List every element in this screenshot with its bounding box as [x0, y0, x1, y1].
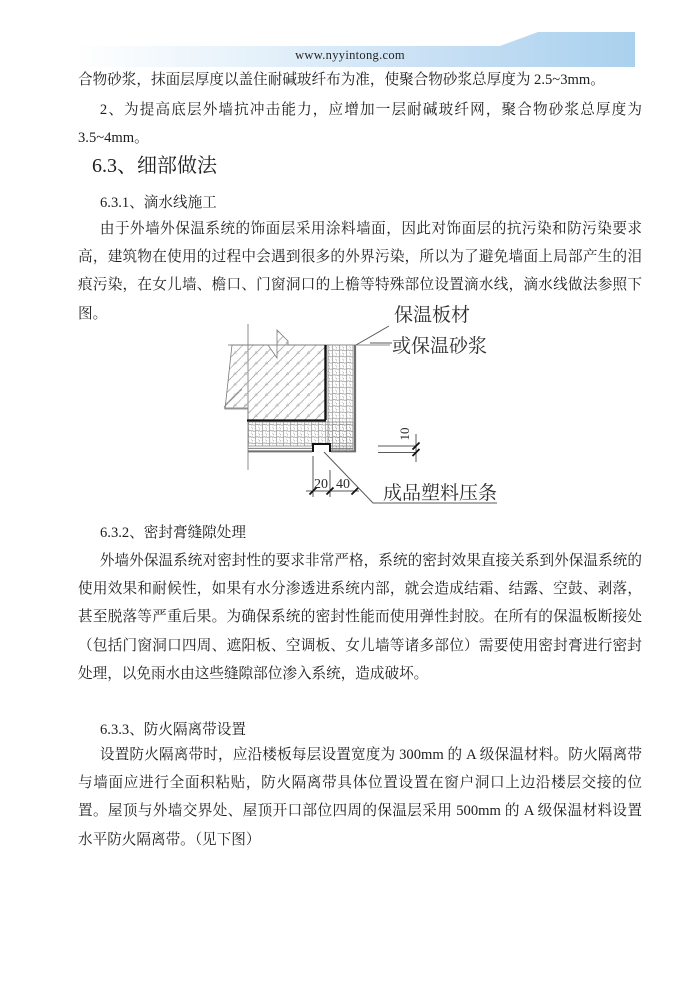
dimension-groove	[306, 456, 359, 497]
label-insulation-board: 保温板材	[394, 305, 471, 326]
dim-20-label: 20	[314, 477, 328, 492]
label-insulation-mortar: 或保温砂浆	[392, 336, 488, 357]
dim-40-label: 40	[336, 477, 350, 492]
dim-10-label: 10	[397, 427, 412, 441]
header-site-url: www.nyyintong.com	[295, 48, 405, 62]
heading-6-3-1: 6.3.1、滴水线施工	[100, 195, 217, 211]
label-plastic-bead: 成品塑料压条	[383, 483, 498, 504]
paragraph-fire-barrier: 设置防火隔离带时，应沿楼板每层设置宽度为 300mm 的 A 级保温材料。防火隔离带与墙面应进行全面积粘贴，防火隔离带具体位置设置在窗户洞口上边沿楼层交接的位置。屋顶与外墙交界处、屋顶开口部位四周的保温层采用 500mm 的 A 级保温材料设置水平防火隔离带。（见下图）	[78, 747, 642, 848]
paragraph-drip-line: 由于外墙外保温系统的饰面层采用涂料墙面，因此对饰面层的抗污染和防污染要求高，建筑物在使用的过程中会遇到很多的外界污染，所以为了避免墙面上局部产生的泪痕污染，在女儿墙、檐口、门窗洞口的上檐等特殊部位设置滴水线，滴水线做法参照下图。	[78, 221, 642, 322]
concrete-slab-section	[225, 330, 325, 420]
heading-6-3: 6.3、细部做法	[92, 155, 217, 177]
insulation-board-horizontal	[248, 422, 353, 446]
heading-6-3-2: 6.3.2、密封膏缝隙处理	[100, 525, 246, 541]
paragraph-mortar-thickness: 合物砂浆，抹面层厚度以盖住耐碱玻纤布为准，使聚合物砂浆总厚度为 2.5~3mm。	[78, 72, 605, 88]
dimension-coat-thickness	[378, 428, 420, 463]
paragraph-sealant: 外墙外保温系统对密封性的要求非常严格，系统的密封效果直接关系到外保温系统的使用效果和耐候性，如果有水分渗透进系统内部，就会造成结霜、结露、空鼓、剥落，甚至脱落等严重后果。为确保系统的密封性能而使用弹性封胶。在所有的保温板断接处（包括门窗洞口四周、遮阳板、空调板、女儿墙等诸多部位）需要使用密封膏进行密封处理，以免雨水由这些缝隙部位渗入系统，造成破坏。	[78, 553, 642, 682]
drip-line-detail-drawing	[170, 300, 522, 516]
heading-6-3-3: 6.3.3、防火隔离带设置	[100, 722, 246, 738]
paragraph-impact-resistance: 2、为提高底层外墙抗冲击能力，应增加一层耐碱玻纤网，聚合物砂浆总厚度为 3.5~4mm。	[78, 102, 642, 147]
